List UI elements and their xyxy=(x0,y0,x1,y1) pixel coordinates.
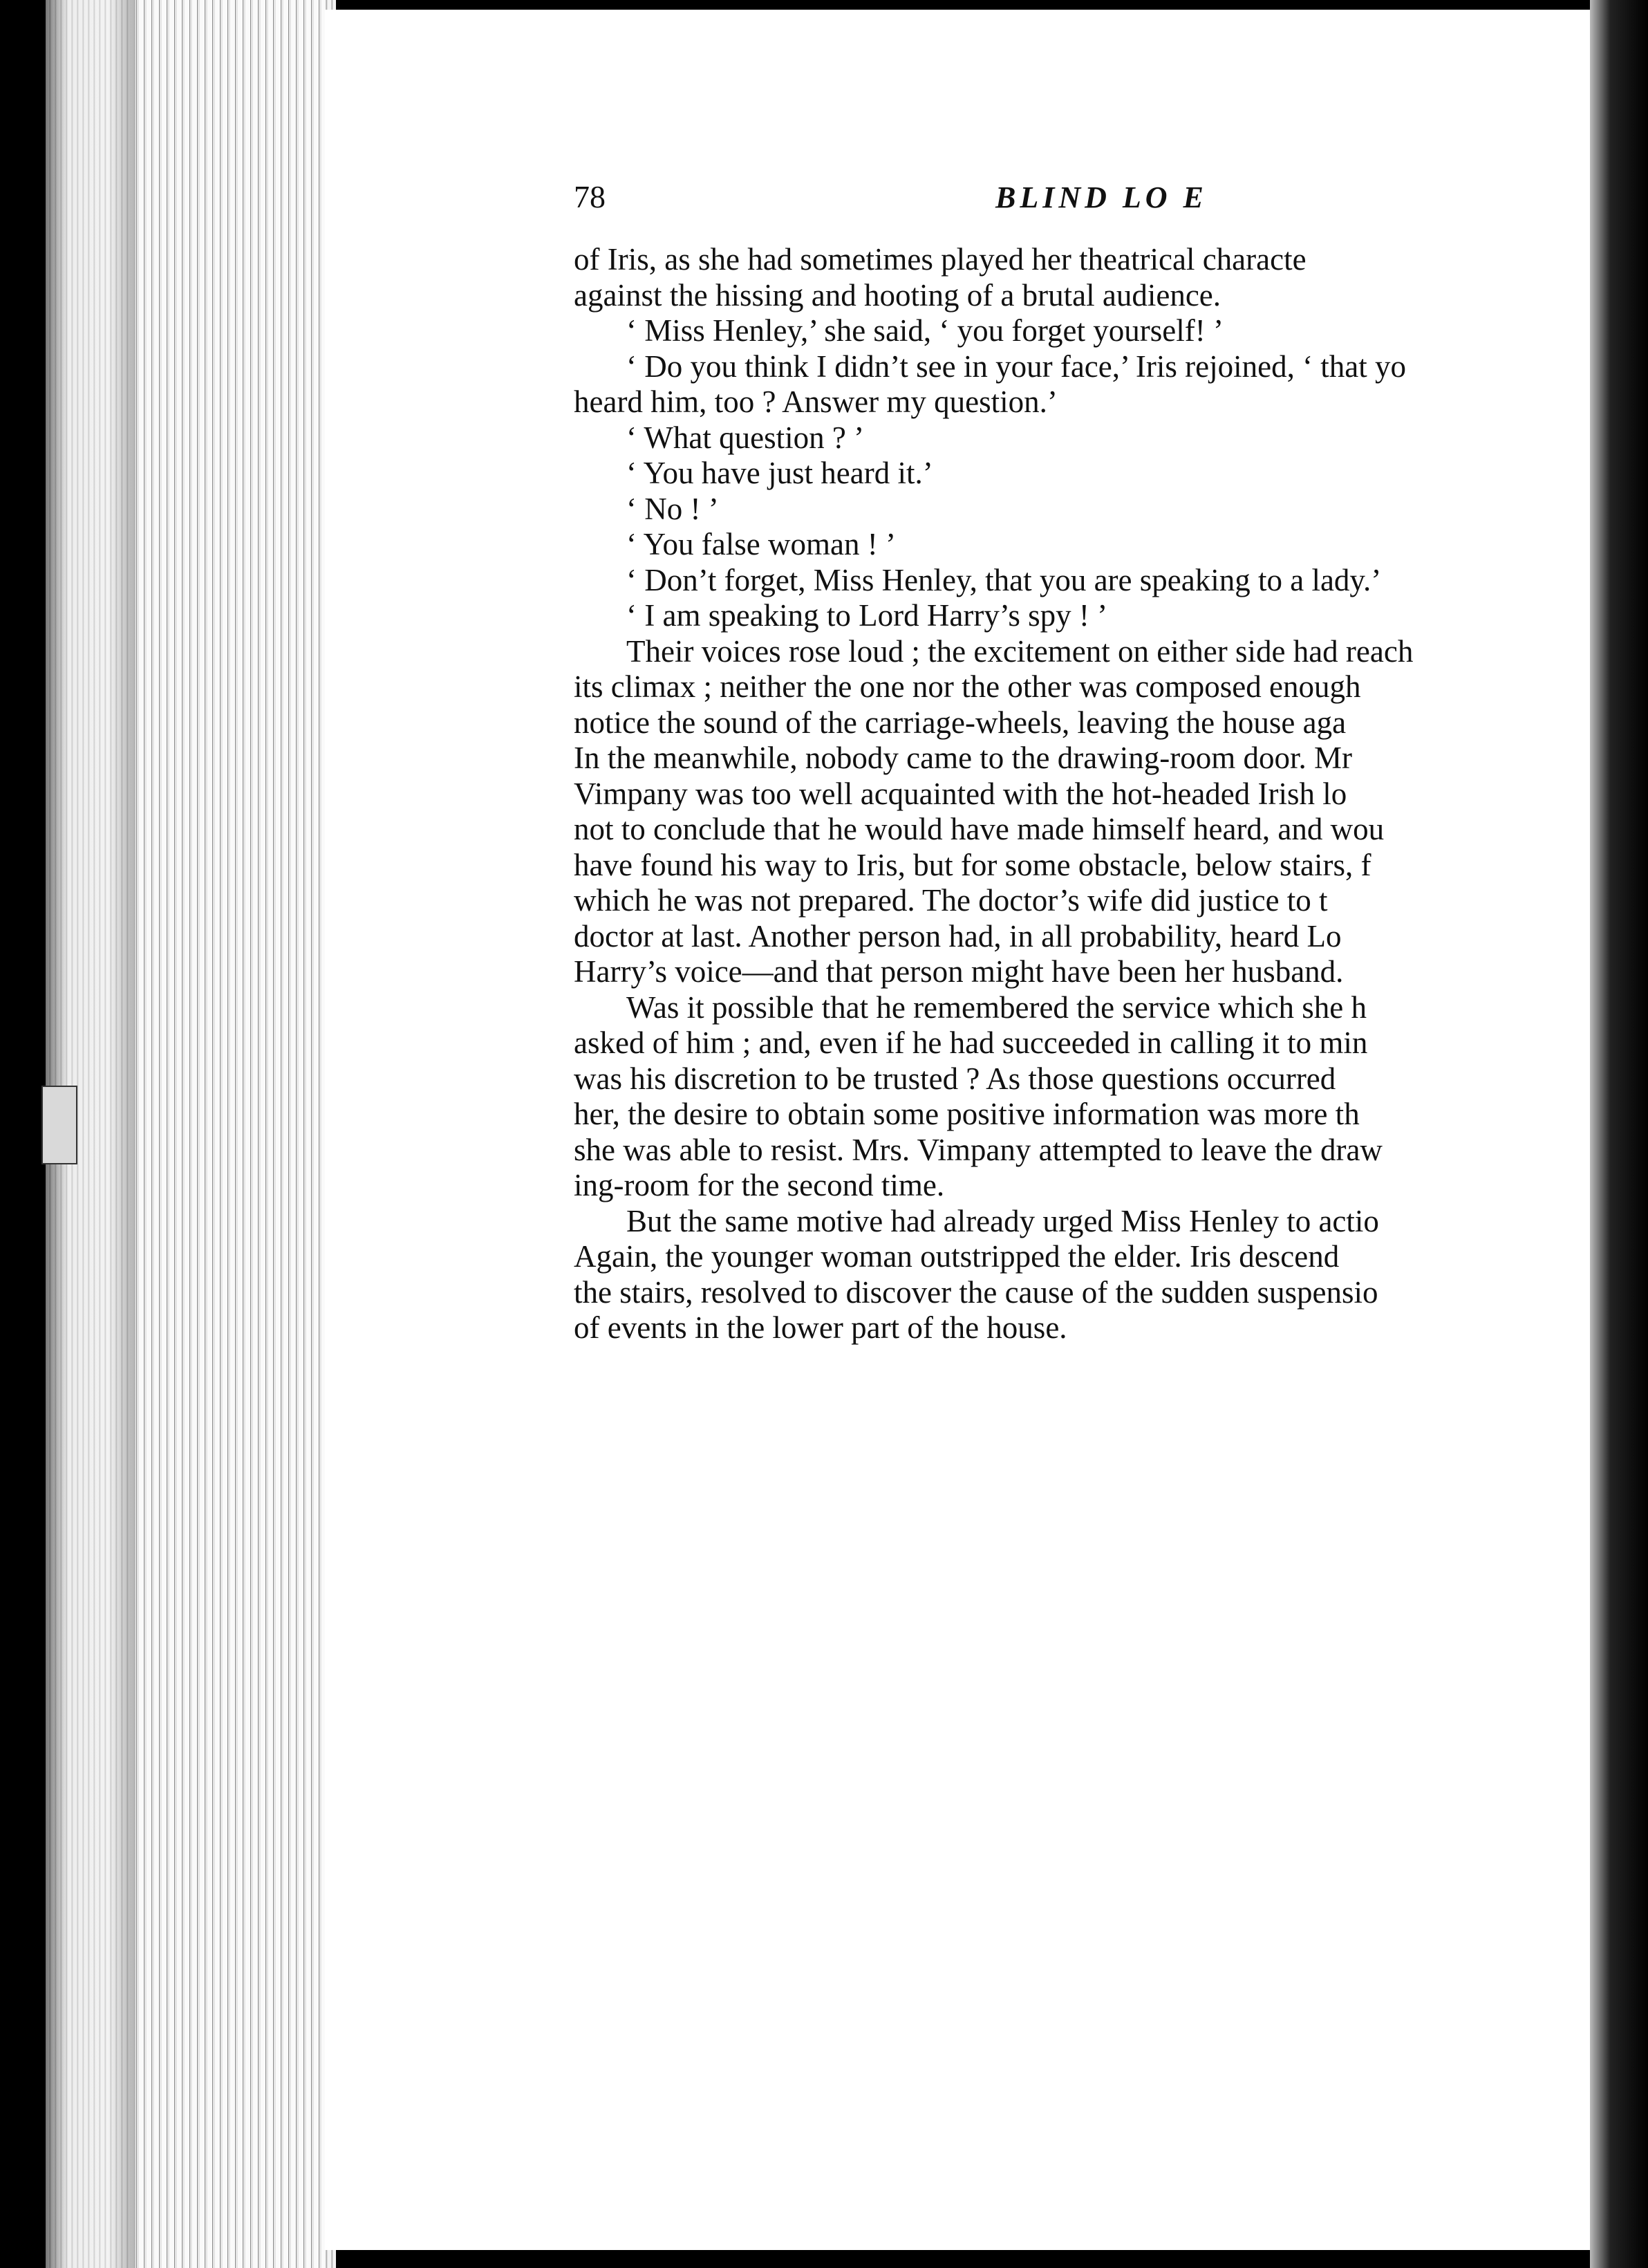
page-gutter-shadow xyxy=(1590,0,1648,2268)
text-line: But the same motive had already urged Miss Henley to actio xyxy=(626,1203,1379,1238)
text-line: asked of him ; and, even if he had succeeded in calling it to min xyxy=(574,1025,1368,1060)
text-line: ‘ I am speaking to Lord Harry’s spy ! ’ xyxy=(626,598,1108,633)
text-line: Vimpany was too well acquainted with the hot-headed Irish lo xyxy=(574,776,1347,811)
text-line: ‘ What question ? ’ xyxy=(626,420,865,455)
text-line: of Iris, as she had sometimes played her theatrical characte xyxy=(574,242,1307,277)
book-title: BLIND LO E xyxy=(995,180,1208,214)
text-line: Was it possible that he remembered the service which she h xyxy=(626,989,1367,1025)
text-line: doctor at last. Another person had, in all probability, heard Lo xyxy=(574,918,1342,954)
text-line: was his discretion to be trusted ? As those questions occurred xyxy=(574,1061,1336,1096)
text-line: its climax ; neither the one nor the other was composed enough xyxy=(574,669,1361,704)
page-number: 78 xyxy=(574,179,606,214)
text-line: Harry’s voice—and that person might have been her husband. xyxy=(574,954,1344,989)
text-line: heard him, too ? Answer my question.’ xyxy=(574,384,1058,419)
text-line: her, the desire to obtain some positive information was more th xyxy=(574,1097,1360,1131)
text-line: ‘ Do you think I didn’t see in your face,’ Iris rejoined, ‘ that yo xyxy=(626,348,1407,384)
page-stack xyxy=(131,0,325,2268)
text-line: ‘ You have just heard it.’ xyxy=(626,456,933,490)
text-line: ‘ Don’t forget, Miss Henley, that you are speaking to a lady.’ xyxy=(626,562,1382,597)
running-head xyxy=(574,178,1597,220)
text-line: Their voices rose loud ; the excitement on either side had reach xyxy=(626,633,1414,669)
text-line: she was able to resist. Mrs. Vimpany attempted to leave the draw xyxy=(574,1132,1383,1167)
text-line: ‘ No ! ’ xyxy=(626,491,719,526)
text-line: of events in the lower part of the house. xyxy=(574,1310,1067,1345)
text-line: ‘ You false woman ! ’ xyxy=(626,527,896,561)
text-line: against the hissing and hooting of a brutal audience. xyxy=(574,277,1221,313)
page-body-text xyxy=(574,242,1597,1346)
text-line: In the meanwhile, nobody came to the drawing-room door. Mr xyxy=(574,741,1352,775)
text-line: have found his way to Iris, but for some obstacle, below stairs, f xyxy=(574,847,1371,882)
text-line: ing-room for the second time. xyxy=(574,1168,945,1202)
text-line: the stairs, resolved to discover the cause of the sudden suspensio xyxy=(574,1274,1378,1310)
text-line: ‘ Miss Henley,’ she said, ‘ you forget yourself! ’ xyxy=(626,313,1224,348)
torn-page-tab xyxy=(41,1086,77,1164)
text-line: Again, the younger woman outstripped the elder. Iris descend xyxy=(574,1239,1340,1274)
text-line: notice the sound of the carriage-wheels, leaving the house aga xyxy=(574,705,1347,740)
text-line: not to conclude that he would have made himself heard, and wou xyxy=(574,812,1385,846)
text-line: which he was not prepared. The doctor’s wife did justice to t xyxy=(574,883,1328,918)
